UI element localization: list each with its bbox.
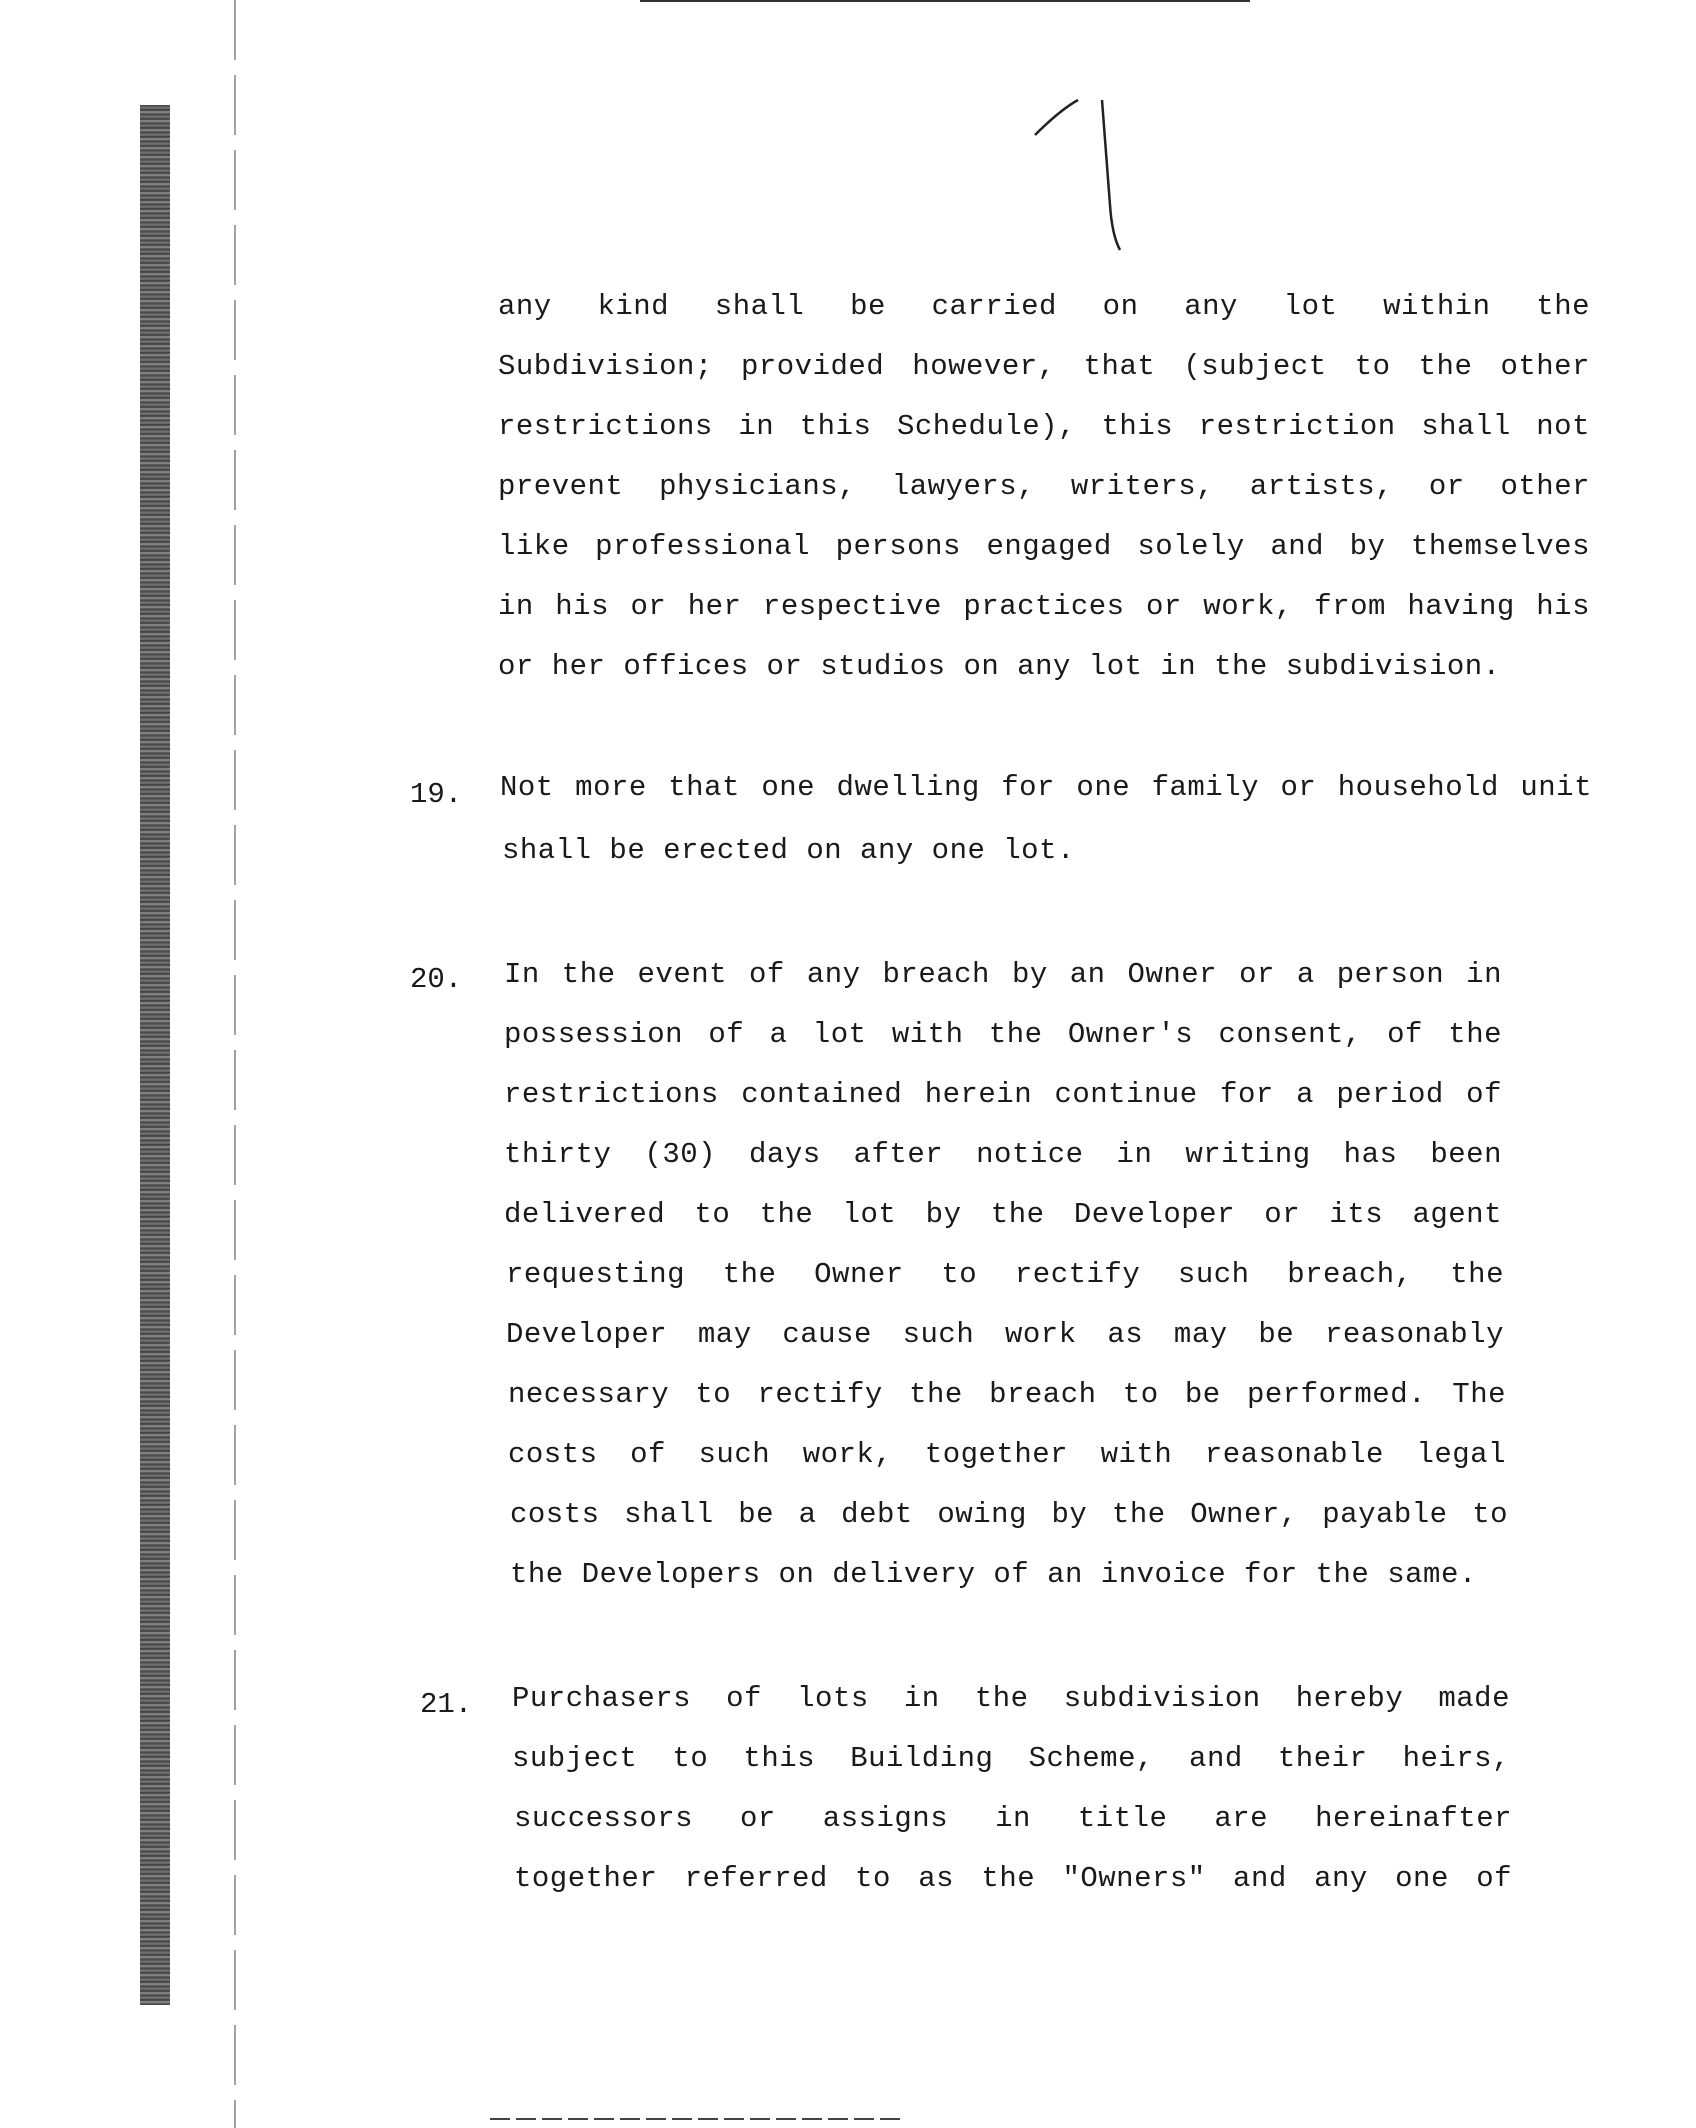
clause-line: subject to this Building Scheme, and their heirs, xyxy=(512,1742,1510,1775)
clause-line: delivered to the lot by the Developer or its agent xyxy=(504,1198,1502,1231)
continuation-line: in his or her respective practices or work, from having his xyxy=(498,590,1590,623)
continuation-line: any kind shall be carried on any lot within the xyxy=(498,290,1590,323)
clause-line: successors or assigns in title are hereinafter xyxy=(514,1802,1512,1835)
bottom-scan-edge xyxy=(490,2118,900,2120)
continuation-line: restrictions in this Schedule), this restriction shall not xyxy=(498,410,1590,443)
margin-rule xyxy=(234,0,236,2128)
clause-number: 19. xyxy=(410,778,463,811)
continuation-line: prevent physicians, lawyers, writers, artists, or other xyxy=(498,470,1590,503)
clause-line: restrictions contained herein continue for a period of xyxy=(504,1078,1502,1111)
clause-line: Purchasers of lots in the subdivision hereby made xyxy=(512,1682,1510,1715)
continuation-line: like professional persons engaged solely and by themselves xyxy=(498,530,1590,563)
scan-binding-edge xyxy=(140,105,170,2005)
clause-number: 21. xyxy=(420,1688,473,1721)
clause-line: together referred to as the "Owners" and any one of xyxy=(514,1862,1512,1895)
clause-line: costs shall be a debt owing by the Owner, payable to xyxy=(510,1498,1508,1531)
clause-line: necessary to rectify the breach to be performed. The xyxy=(508,1378,1506,1411)
clause-number: 20. xyxy=(410,963,463,996)
clause-line: possession of a lot with the Owner's consent, of the xyxy=(504,1018,1502,1051)
clause-line: Not more that one dwelling for one family or household unit xyxy=(500,771,1592,804)
top-scan-edge xyxy=(640,0,1250,2)
continuation-line: Subdivision; provided however, that (subject to the other xyxy=(498,350,1590,383)
clause-line: shall be erected on any one lot. xyxy=(502,834,1075,867)
handwritten-page-mark xyxy=(1020,95,1150,255)
clause-line: requesting the Owner to rectify such breach, the xyxy=(506,1258,1504,1291)
continuation-line: or her offices or studios on any lot in the subdivision. xyxy=(498,650,1501,683)
clause-line: thirty (30) days after notice in writing has been xyxy=(504,1138,1502,1171)
clause-line: Developer may cause such work as may be reasonably xyxy=(506,1318,1504,1351)
clause-line: the Developers on delivery of an invoice for the same. xyxy=(510,1558,1477,1591)
clause-line: costs of such work, together with reasonable legal xyxy=(508,1438,1506,1471)
clause-line: In the event of any breach by an Owner or a person in xyxy=(504,958,1502,991)
